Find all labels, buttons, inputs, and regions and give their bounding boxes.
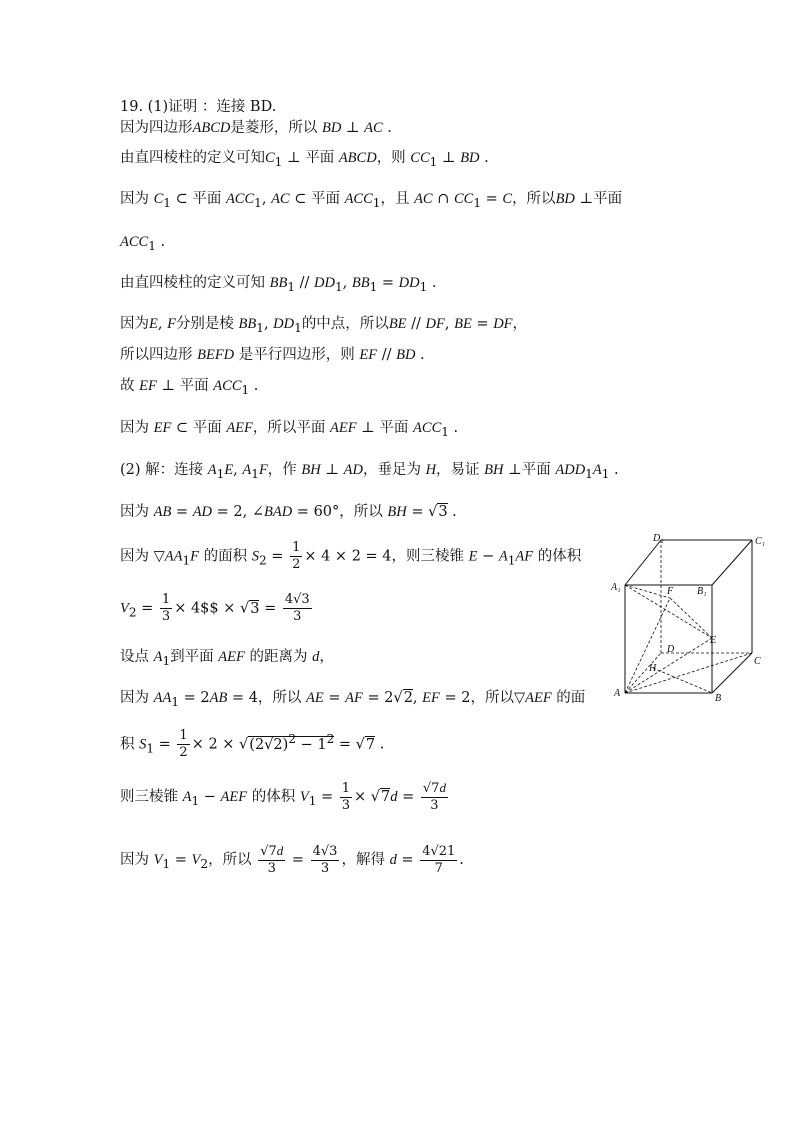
label-C1: C₁ — [755, 536, 766, 547]
line-9: 故 EF ⊥ 平面 $ACC_1$ . — [120, 378, 259, 397]
line-1: 19. (1)证明 ：连接 BD. — [120, 99, 277, 115]
line-19: 因为 $V_1 = V_2$，所以 $\frac{√7d}{3}$ = $\frac{4√3}{3}$ ，解得 d = $\frac{4√21}{7}$ . — [120, 843, 464, 876]
line-8: 所以四边形 BEFD 是平行四边形，则 EF // BD . — [120, 347, 425, 363]
line-5: $ACC_1$ . — [120, 234, 166, 253]
line-12: 因为 AB = AD = 2, ∠BAD = 60°，所以 BH = √3 . — [120, 504, 457, 520]
label-H: H — [649, 663, 657, 674]
label-C: C — [754, 656, 761, 667]
label-E: E — [710, 635, 717, 646]
line-3: 由直四棱柱的定义可知$C_1$ ⊥ 平面 ABCD，则 $CC_1$ ⊥ BD . — [120, 150, 489, 169]
line-14: $V_2$ = $\frac{1}{3}$ × 4$$ × √3 = $\frac{4√3}{3}$ — [120, 592, 310, 624]
label-B: B — [715, 693, 722, 704]
line-13: 因为 $▽AA_1F$ 的面积 $S_2$ = $\frac{1}{2}$ × 4 × 2 = 4，则三棱锥 $E - A_1AF$ 的体积 — [120, 540, 582, 572]
label-A: A — [614, 688, 621, 699]
line-17: 积 $S_1$ = $\frac{1}{2}$ × $2 \times √(2√2)^2 - 1^2 = √7$ . — [120, 728, 385, 760]
line-16: 因为 $AA_1 = 2AB = 4$，所以 AE = AF = 2√2, EF = 2，所以▽AEF 的面 — [120, 690, 586, 709]
prism-figure — [605, 528, 775, 708]
line-7: 因为E, F分别是棱 $BB_1$, $DD_1$的中点，所以BE // DF, BE = DF， — [120, 316, 528, 335]
line-11: (2) 解：连接 $A_1E$, $A_1F$，作 BH ⊥ AD，垂足为 H，易证 BH ⊥平面 $ADD_1A_1$ . — [120, 462, 619, 481]
line-2: 因为四边形ABCD是菱形，所以 BD ⊥ AC . — [120, 120, 392, 136]
line-6: 由直四棱柱的定义可知 $BB_1 // DD_1$, $BB_1 = DD_1$ . — [120, 275, 437, 294]
line-4: 因为 $C_1$ ⊂ 平面 $ACC_1$, AC ⊂ 平面 $ACC_1$，且 AC ∩ $CC_1 = C$，所以BD ⊥平面 — [120, 191, 623, 210]
label-A1: A₁ — [611, 582, 621, 593]
line-18: 则三棱锥 $A_1$ − AEF 的体积 $V_1$ = $\frac{1}{3}$ × √7d = $\frac{√7d}{3}$ — [120, 780, 446, 813]
label-D: D — [667, 644, 675, 655]
label-B1: B₁ — [697, 586, 707, 597]
line-15: 设点 $A_1$到平面 AEF 的距离为 d， — [120, 649, 334, 668]
line-10: 因为 EF ⊂ 平面 AEF，所以平面 AEF ⊥ 平面 $ACC_1$ . — [120, 420, 459, 439]
label-F: F — [667, 586, 674, 597]
label-D1: D₁ — [653, 533, 664, 544]
